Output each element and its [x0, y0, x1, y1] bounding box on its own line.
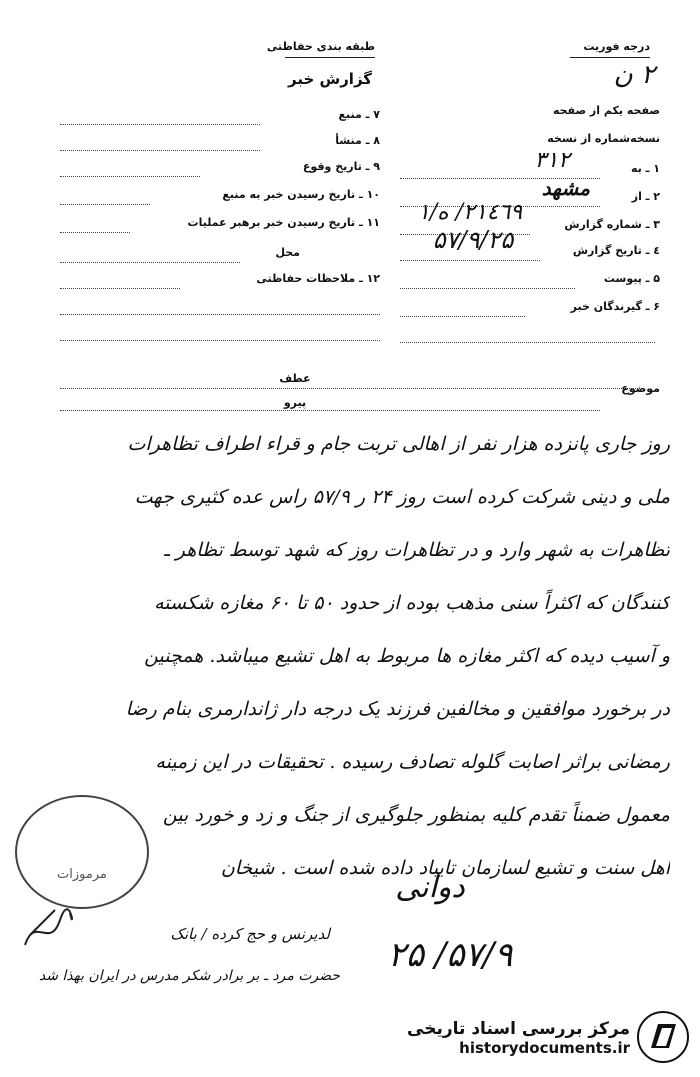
- field-news-to-leader-label: ۱۱ ـ تاریخ رسیدن خبر برهبر عملیات: [187, 216, 380, 229]
- classification-label: طبقه بندی حفاظتی: [266, 40, 375, 53]
- field-news-to-leader-line: [60, 232, 130, 233]
- body-line: روز جاری پانزده هزار نفر از اهالی تربت جام و قراء اطراف تظاهرات: [127, 433, 670, 455]
- field-origin-line: [60, 150, 260, 151]
- field-report-number-value: ۲۱٤٦۹/ ه/۱: [417, 200, 523, 225]
- classification-underline: [285, 57, 375, 58]
- body-line: تظاهرات به شهر وارد و در تظاهرات روز که شهد توسط تظاهر ـ: [164, 539, 670, 561]
- copy-label: نسخه‌شماره از نسخه: [547, 132, 660, 145]
- field-recipients-label: ۶ ـ گیرندگان خبر: [570, 300, 660, 313]
- field-from-label: ۲ ـ از: [631, 190, 660, 203]
- priority-label: درجه فوریت: [583, 40, 650, 53]
- note-line-2: حضرت مرد ـ بر برادر شکر مدرس در ایران بهذا شد: [38, 968, 340, 984]
- subject-line: [60, 410, 600, 411]
- field-to-value: ۳۱۲: [534, 148, 570, 173]
- field-report-date-line: [400, 260, 540, 261]
- ref-label: عطف: [279, 372, 311, 385]
- field-security-notes-line: [60, 288, 180, 289]
- body-line: ملی و دینی شرکت کرده است روز ۲۴ ر ۵۷/۹ راس عده کثیری جهت: [134, 486, 670, 508]
- body-line: در برخورد موافقین و مخالفین فرزند یک درجه دار ژاندارمری بنام رضا: [125, 698, 670, 720]
- field-attachment-label: ۵ ـ پیوست: [603, 272, 660, 285]
- field-occurrence-date-line: [60, 176, 200, 177]
- body-line: معمول ضمناً تقدم کلیه بمنظور جلوگیری از جنگ و زد و خورد بین: [162, 804, 670, 826]
- page-label: صفحه یکم از صفحه: [552, 104, 660, 117]
- field-source-label: ۷ ـ منبع: [338, 108, 380, 121]
- field-occurrence-date-label: ۹ ـ تاریخ وقوع: [302, 160, 380, 173]
- priority-value: ۲ ن: [613, 60, 655, 90]
- body-line: و آسیب دیده که اکثر مغازه ها مربوط به اهل تشیع میباشد. همچنین: [144, 645, 670, 667]
- field-to-label: ۱ ـ به: [631, 162, 660, 175]
- body-line: کنندگان که اکثراً سنی مذهب بوده از حدود ۵۰ تا ۶۰ مغازه شکسته: [154, 592, 670, 614]
- field-from-value: مشهد: [541, 176, 590, 200]
- watermark: [400, 1005, 695, 1070]
- body-line: اهل سنت و تشیع لسازمان تایباد داده شده است . شیخان: [220, 857, 670, 879]
- field-location-line: [60, 262, 240, 263]
- field-attachment-line: [400, 288, 575, 289]
- field-report-date-label: ٤ ـ تاریخ گزارش: [572, 244, 660, 257]
- priority-underline: [570, 57, 650, 58]
- field-news-to-source-label: ۱۰ ـ تاریخ رسیدن خبر به منبع: [222, 188, 380, 201]
- subject-label: موضوع: [621, 382, 660, 395]
- watermark-url: historydocuments.ir: [459, 1038, 630, 1057]
- seal-text: مرموزات: [57, 867, 107, 882]
- field-location-label: محل: [275, 246, 300, 259]
- field-origin-label: ۸ ـ منشأ: [335, 134, 380, 147]
- field-source-line: [60, 124, 260, 125]
- field-security-notes-line-3: [60, 340, 380, 341]
- field-recipients-line: [400, 316, 525, 317]
- follow-label: پیرو: [283, 396, 307, 409]
- archive-logo-icon: [636, 1010, 691, 1065]
- seal-stamp: [15, 795, 149, 909]
- signature-date: ۵۷/۹/ ۲۵: [387, 935, 513, 975]
- watermark-org-name: مرکز بررسی اسناد تاریخی: [407, 1018, 630, 1039]
- field-report-date-value: ۵۷/۹/۲۵: [432, 226, 514, 254]
- field-report-number-label: ۳ ـ شماره گزارش: [564, 218, 660, 231]
- note-line-1: لدیرنس و حج کرده / بانک: [170, 925, 330, 943]
- form-title: گزارش خبر: [287, 70, 373, 88]
- ref-line: [60, 388, 640, 389]
- field-news-to-source-line: [60, 204, 150, 205]
- signature-name: دوانی: [395, 870, 465, 905]
- field-security-notes-label: ۱۲ ـ ملاحظات حفاظتی: [256, 272, 380, 285]
- field-security-notes-line-2: [60, 314, 380, 315]
- field-recipients-line-2: [400, 342, 655, 343]
- body-line: رمضانی براثر اصابت گلوله تصادف رسیده . تحقیقات در این زمینه: [155, 751, 670, 773]
